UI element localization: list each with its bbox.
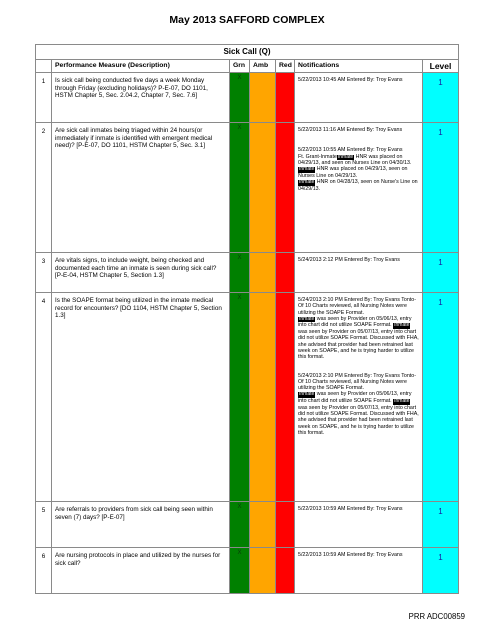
table-row [36,73,459,123]
notification-text: Ft. Grant-Inmate [298,153,337,160]
status-mark: X [237,255,242,261]
table-row [36,253,459,293]
green-status-cell [230,293,250,502]
notification-cell [295,253,423,293]
notification-cell [295,73,423,123]
measure-description: Are sick call inmates being triaged within 24 hours(or immediately if inmate is identified with emergent medical need)? [P-E-07, DO 1101, HSTM Chapter 5, Sec. 3.1] [52,123,230,253]
notification-text: 5/24/2013 2:10 PM Entered By: Troy Evans Tonto- Of 10 Charts reviewed, all Nursing Notes were utilizing the SOAPE Format. [298,372,416,392]
header-notifications: Notifications [295,60,423,73]
redaction-box: Inmate [299,166,315,173]
level-cell: 1 [423,502,459,548]
measure-description: Are nursing protocols in place and utilized by the nurses for sick call? [52,548,230,594]
amber-status-cell [250,123,276,253]
amber-status-cell [250,548,276,594]
row-number: 2 [36,123,52,253]
notification-text: HNR on 04/28/13, seen on Nurse's Line on 04/29/13. [298,179,418,192]
notification-text: HNR was placed on 04/29/13, seen on Nurses Line on 04/29/13. [298,166,408,180]
notification-text: was seen by Provider on 05/07/13, entry into chart did not utilize SOAPE Format. Discussed with FHA, she advised that provider had been retrained last week on SOAPE, and he is trying harder to utilize this format. [298,404,419,436]
notification-entry: 5/22/2013 10:45 AM Entered By: Troy Evans [298,77,403,83]
page-title: May 2013 SAFFORD COMPLEX [169,14,325,26]
header-red: Red [276,60,295,73]
green-status-cell [230,548,250,594]
notification-text: was seen by Provider on 05/06/13, entry into chart did not utilize SOAPE Format. [298,391,412,405]
status-mark: X [237,295,242,301]
table-row [36,502,459,548]
row-number: 6 [36,548,52,594]
status-mark: X [237,550,242,556]
notification-entry [298,297,419,361]
section-caption-row [36,45,459,60]
section-title: Sick Call (Q) [36,45,459,60]
status-mark: X [237,75,242,81]
notification-entry [298,373,419,437]
notification-text: HNR was placed on 04/29/13, and seen on Nurses Line on 04/30/13. [298,153,412,167]
header-amber: Amb [250,60,276,73]
notification-entry [298,147,419,192]
green-status-cell [230,73,250,123]
notification-text: 5/24/2013 2:10 PM Entered By: Troy Evans Tonto- Of 10 Charts reviewed, all Nursing Notes were utilizing the SOAPE Format. [298,297,416,316]
notification-lead: 5/22/2013 10:55 AM Entered By: Troy Evans [298,147,403,154]
redaction-box: Inmate [337,153,354,160]
notification-entry: 5/22/2013 10:59 AM Entered By: Troy Evans [298,552,403,558]
table-row [36,548,459,594]
row-number: 1 [36,73,52,123]
notification-entry: 5/22/2013 11:16 AM Entered By: Troy Evans [298,127,403,133]
header-green: Grn [230,60,250,73]
row-number: 4 [36,293,52,502]
red-status-cell [276,293,295,502]
notification-cell [295,502,423,548]
status-mark: X [237,504,242,510]
notification-text: was seen by Provider on 05/06/13, entry into chart did not utilize SOAPE Format. [298,315,412,329]
redaction-box: Inmate [394,322,410,329]
level-cell: 1 [423,253,459,293]
header-level: Level [423,60,459,73]
table-row [36,293,459,502]
notification-cell [295,293,423,502]
row-number: 5 [36,502,52,548]
report-table-container [35,44,458,594]
level-cell: 1 [423,73,459,123]
sick-call-table [35,44,459,594]
header-row [36,60,459,73]
table-row [36,123,459,253]
green-status-cell [230,123,250,253]
red-status-cell [276,502,295,548]
measure-description: Is the SOAPE format being utilized in the inmate medical record for encounters? [DO 1104, HSTM Chapter 5, Section 1.3] [52,293,230,502]
amber-status-cell [250,293,276,502]
measure-description: Are vitals signs, to include weight, being checked and documented each time an inmate is seen during sick call? [P-E-04, HSTM Chapter 5, Section 1.3] [52,253,230,293]
red-status-cell [276,73,295,123]
level-cell: 1 [423,548,459,594]
notification-cell [295,548,423,594]
redaction-box: Inmate [299,179,315,186]
header-number [36,60,52,73]
row-number: 3 [36,253,52,293]
amber-status-cell [250,73,276,123]
header-measure: Performance Measure (Description) [52,60,230,73]
red-status-cell [276,253,295,293]
notification-text: was seen by Provider on 05/07/13, entry into chart did not utilize SOAPE Format. Discussed with FHA, she advised that provider had been retrained last week on SOAPE, and he is trying harder to utilize this format. [298,329,419,361]
redaction-box: Inmate [299,391,315,398]
redaction-box: Inmate [394,398,410,405]
red-status-cell [276,123,295,253]
notification-entry: 5/24/2013 2:12 PM Entered By: Troy Evans [298,257,400,263]
notification-entry: 5/22/2013 10:59 AM Entered By: Troy Evans [298,506,403,512]
document-id: PRR ADC00859 [408,612,465,621]
redaction-box: Inmate [299,315,315,322]
green-status-cell [230,253,250,293]
notification-cell [295,123,423,253]
status-mark: X [237,125,242,131]
amber-status-cell [250,502,276,548]
level-cell: 1 [423,123,459,253]
level-cell: 1 [423,293,459,502]
green-status-cell [230,502,250,548]
amber-status-cell [250,253,276,293]
measure-description: Is sick call being conducted five days a week Monday through Friday (excluding holidays)? P-E-07, DO 1101, HSTM Chapter 5, Sec. 2.04.2, Chapter 7, Sec. 7.6] [52,73,230,123]
red-status-cell [276,548,295,594]
measure-description: Are referrals to providers from sick call being seen within seven (7) days? [P-E-07] [52,502,230,548]
